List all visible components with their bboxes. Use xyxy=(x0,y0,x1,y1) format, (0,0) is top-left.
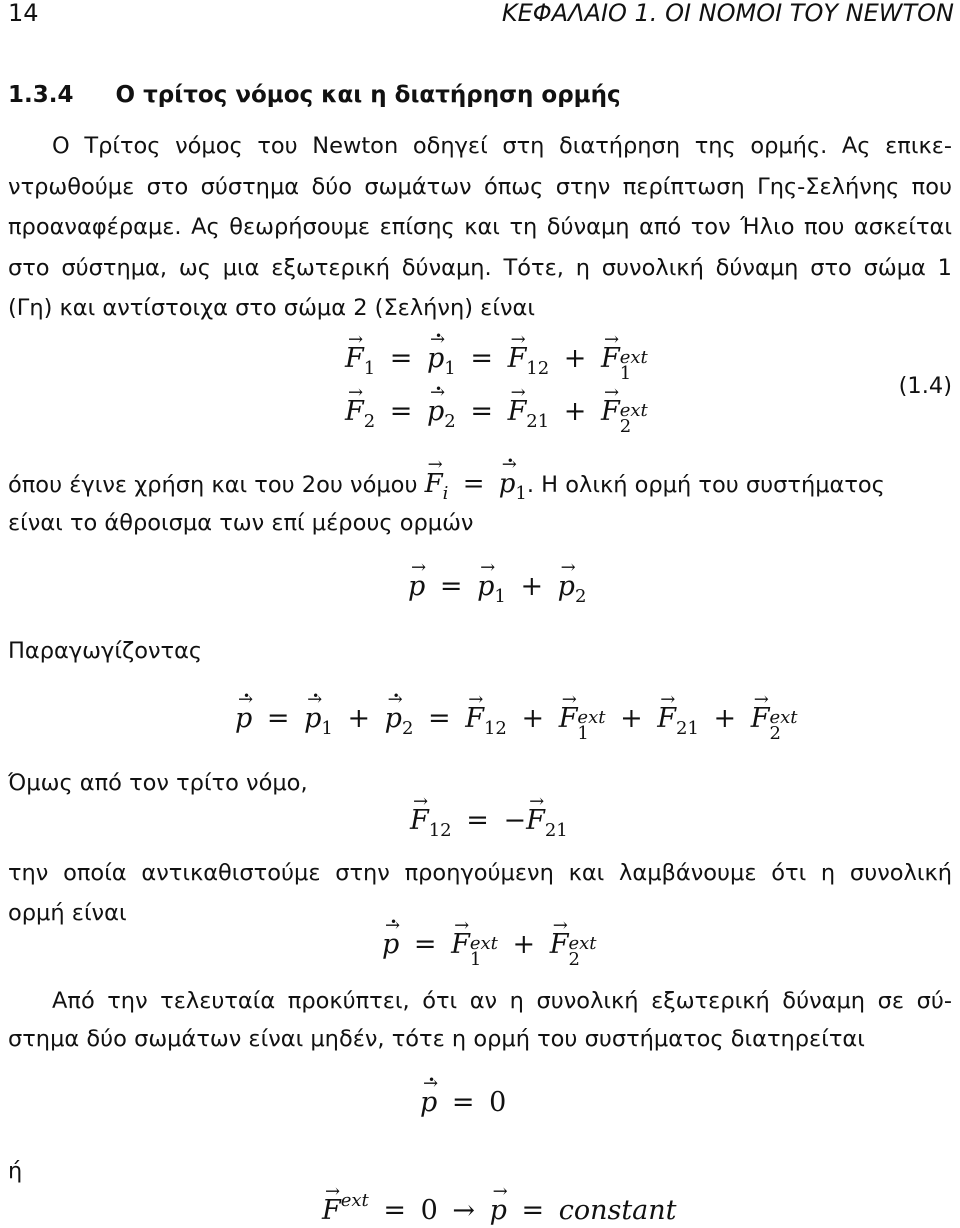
equation-number-1-4: (1.4) xyxy=(898,373,952,399)
paragraph-1-line-2: ντρωθούμε στο σύστημα δύο σωμάτων όπως στην περίπτωση Γης-Σελήνης που xyxy=(8,174,952,200)
section-heading xyxy=(8,80,621,110)
equation-derivative: → p • = → p $•_1$ + → p $•_2$ = → $F_{12}$ + → F ext 1 + → $F_{21}$ + → F ext 2 xyxy=(235,702,798,746)
equation-third-law: → $F_{12}$ = −→ $F_{21}$ xyxy=(410,804,568,848)
paragraph-1-line-3: προαναφέραμε. Ας θεωρήσουμε επίσης και τη δύναμη από τον Ήλιο που ασκείται xyxy=(8,214,952,240)
section-number: 1.3.4 xyxy=(8,82,74,108)
text-third-law: Όμως από τον τρίτο νόμο, xyxy=(8,770,308,796)
chapter-running-header: ΚΕΦΑΛΑΙΟ 1. ΟΙ ΝΟΜΟΙ ΤΟΥ NEWTON xyxy=(501,0,954,27)
paragraph-4-line-2: στημα δύο σωμάτων είναι μηδέν, τότε η ορμή του συστήματος διατηρείται xyxy=(8,1026,865,1052)
paragraph-3-line-1: την οποία αντικαθιστούμε στην προηγούμενη και λαμβάνουμε ότι η συνολική xyxy=(8,860,952,886)
section-title: Ο τρίτος νόμος και η διατήρηση ορμής xyxy=(115,82,621,108)
paragraph-4-line-1: Από την τελευταία προκύπτει, ότι αν η συνολική εξωτερική δύναμη σε σύ- xyxy=(52,988,952,1014)
paragraph-2-line-1: όπου έγινε χρήση και του 2ου $\nu ό\mu o\upsilon \to F_i$ = → p $•_1$. Η ολική ορμή του συστήματος xyxy=(8,467,885,511)
equation-pdot-zero: → p • = 0 xyxy=(420,1086,506,1120)
paragraph-1-line-1: Ο Τρίτος νόμος του Newton οδηγεί στη διατήρηση της ορμής. Ας επικε- xyxy=(52,133,952,159)
equation-1-4-line-1: → $F_1$ = → p $•_1$ = → $F_{12}$ + → F ext 1 xyxy=(345,342,648,386)
equation-total-momentum: → p = → $p_1$ + → $p_2$ xyxy=(408,570,586,614)
equation-conservation: → $F^{ext} = 0$ → → p = constant xyxy=(322,1184,677,1228)
page-number: 14 xyxy=(8,0,39,27)
text-or: ή xyxy=(8,1158,23,1184)
paragraph-1-line-5: (Γη) και αντίστοιχα στο σώμα 2 (Σελήνη) είναι xyxy=(8,295,535,321)
equation-1-4-line-2: → $F_2$ = → p $•_2$ = → $F_{21}$ + → F ext 2 xyxy=(345,395,648,439)
paragraph-1-line-4: στο σύστημα, ως μια εξωτερική δύναμη. Τότε, η συνολική δύναμη στο σώμα 1 xyxy=(8,255,952,281)
text-differentiating: Παραγωγίζοντας xyxy=(8,638,203,664)
paragraph-2-line-2: είναι το άθροισμα των επί μέρους ορμών xyxy=(8,510,474,536)
paragraph-3-line-2: ορμή είναι xyxy=(8,900,127,926)
equation-total-force: → p • = → F ext 1 + → F ext 2 xyxy=(382,928,596,968)
